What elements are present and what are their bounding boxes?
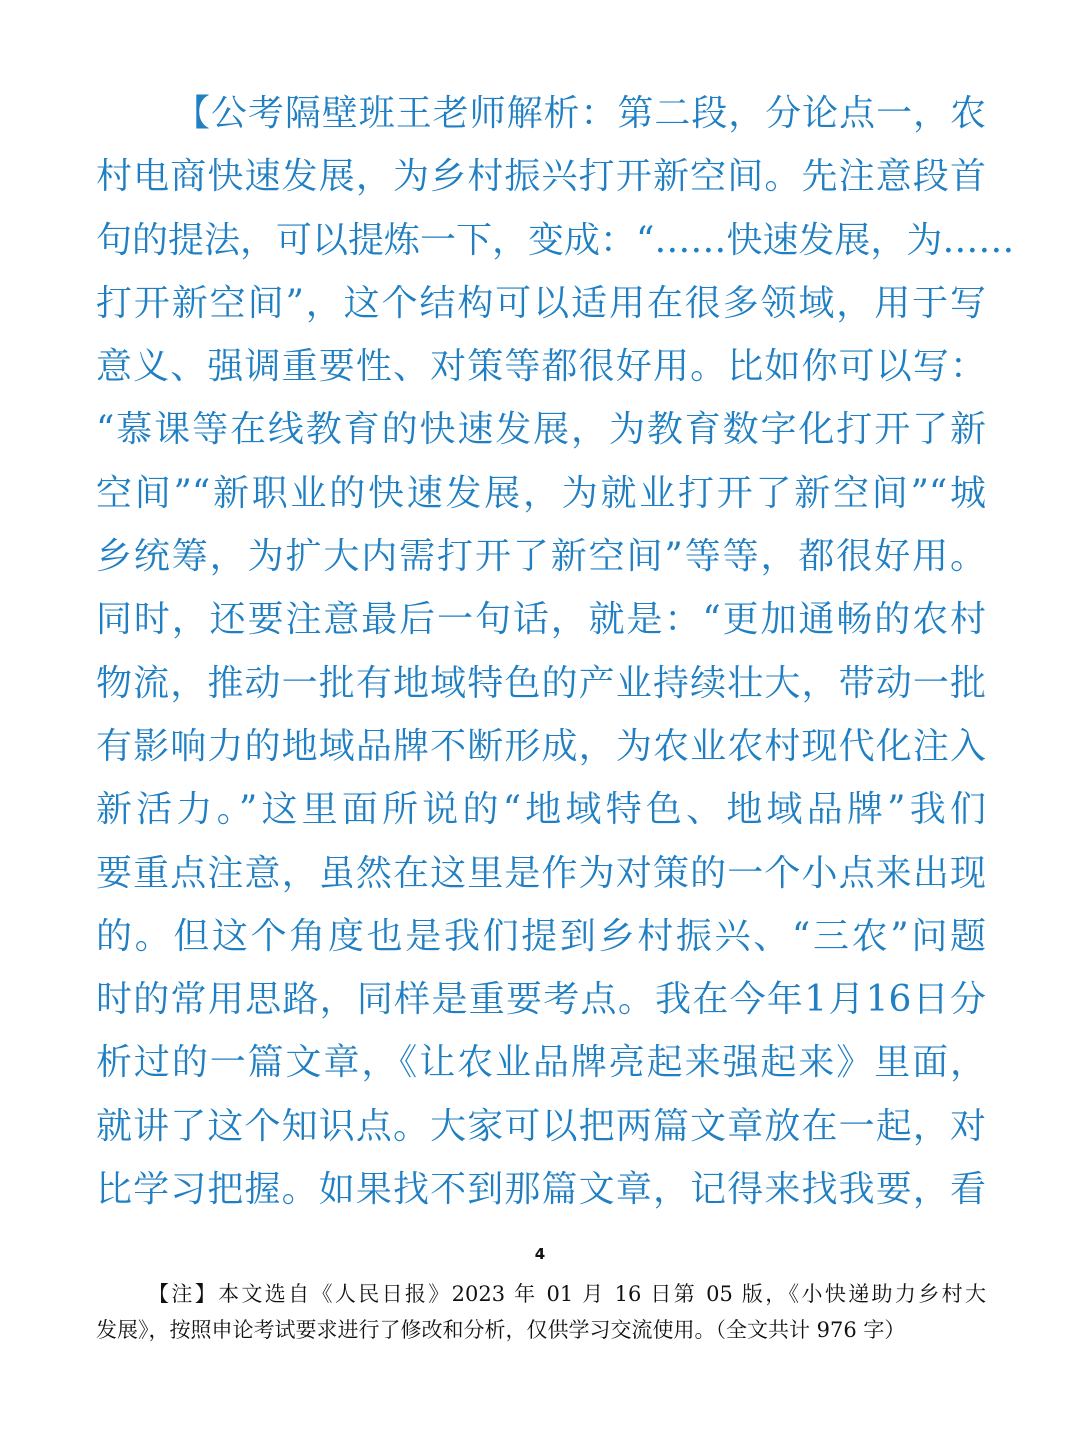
analysis-line: 村电商快速发展，为乡村振兴打开新空间。先注意段首: [96, 156, 986, 198]
analysis-line: 乡统筹，为扩大内需打开了新空间”等等，都很好用。: [96, 536, 986, 578]
source-note: [96, 1276, 986, 1348]
source-note-line: 发展》，按照申论考试要求进行了修改和分析，仅供学习交流使用。（全文共计 976 字）: [96, 1318, 906, 1342]
analysis-line: 意义、强调重要性、对策等都很好用。比如你可以写：: [96, 346, 986, 388]
analysis-line: 句的提法，可以提炼一下，变成：“……快速发展，为……: [96, 219, 1015, 261]
analysis-line: 【公考隔壁班王老师解析：第二段，分论点一，农: [174, 93, 986, 134]
analysis-line: 要重点注意，虽然在这里是作为对策的一个小点来出现: [96, 852, 986, 894]
analysis-paragraph: [96, 82, 1015, 1221]
analysis-line: 同时，还要注意最后一句话，就是：“更加通畅的农村: [96, 599, 986, 641]
analysis-line: 空间”“新职业的快速发展，为就业打开了新空间”“城: [96, 472, 986, 514]
source-note-line: 【注】本文选自《人民日报》2023 年 01 月 16 日第 05 版，《小快递助力乡村大: [148, 1282, 986, 1306]
analysis-line: 比学习把握。如果找不到那篇文章，记得来找我要，看: [96, 1169, 986, 1211]
analysis-line: 的。但这个角度也是我们提到乡村振兴、“三农”问题: [96, 915, 986, 957]
analysis-line: 有影响力的地域品牌不断形成，为农业农村现代化注入: [96, 725, 986, 767]
analysis-line: 析过的一篇文章，《让农业品牌亮起来强起来》里面，: [96, 1042, 986, 1084]
analysis-line: 打开新空间”，这个结构可以适用在很多领域，用于写: [96, 282, 986, 324]
analysis-line: 就讲了这个知识点。大家可以把两篇文章放在一起，对: [96, 1105, 986, 1147]
analysis-line: “慕课等在线教育的快速发展，为教育数字化打开了新: [96, 409, 986, 451]
page-number: 4: [534, 1245, 546, 1263]
analysis-line: 物流，推动一批有地域特色的产业持续壮大，带动一批: [96, 662, 986, 704]
analysis-line: 新活力。”这里面所说的“地域特色、地域品牌”我们: [96, 789, 986, 831]
analysis-line: 时的常用思路，同样是重要考点。我在今年1月16日分: [96, 979, 986, 1021]
